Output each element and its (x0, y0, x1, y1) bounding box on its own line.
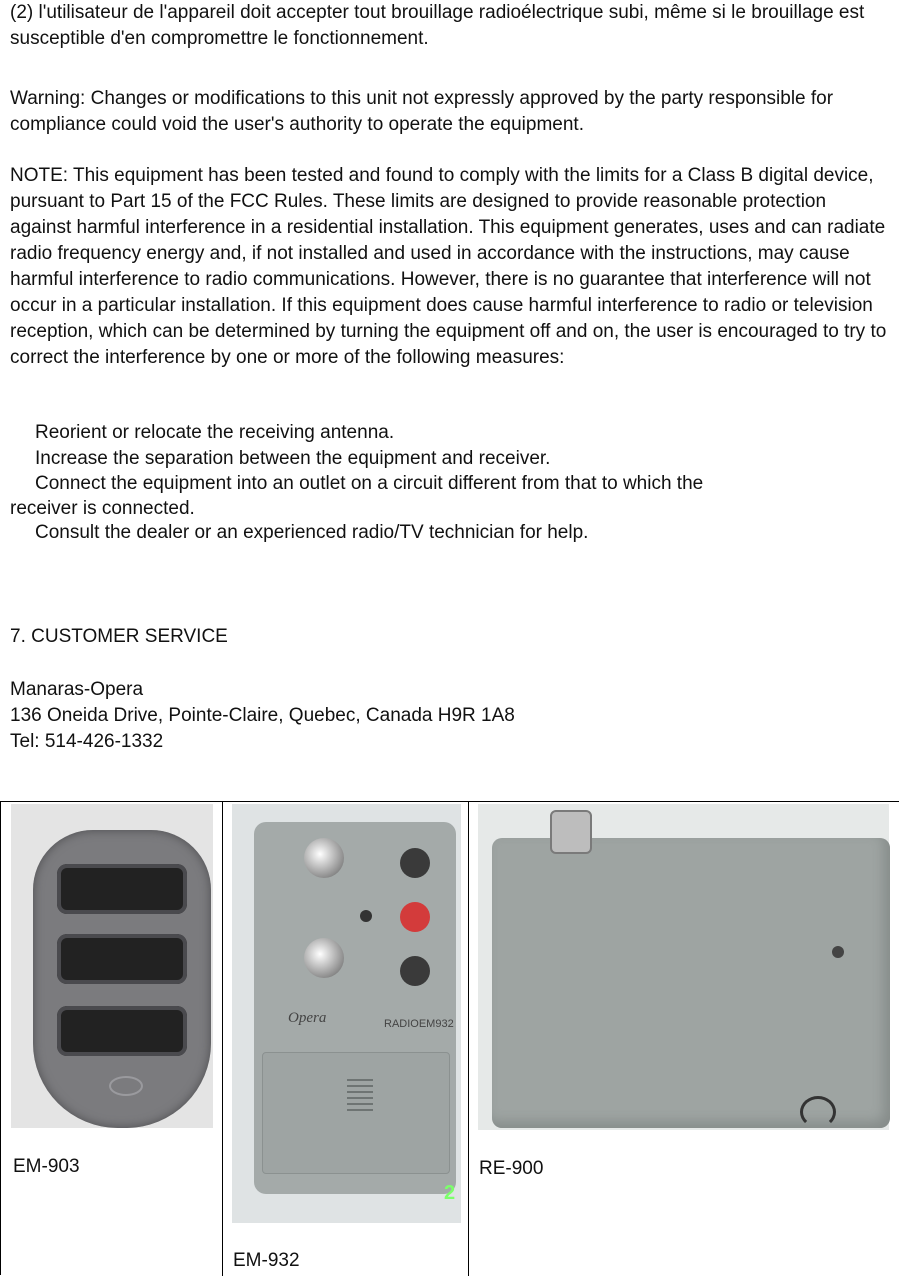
product-cell-em932 (223, 802, 469, 1276)
led-icon (360, 910, 372, 922)
product-cell-re900 (469, 802, 899, 1276)
remote-button-1-icon (57, 864, 187, 914)
vent-icon (347, 1097, 373, 1099)
open-button-icon (400, 848, 430, 878)
company-phone: Tel: 514-426-1332 (10, 731, 164, 752)
battery-cover-icon (262, 1052, 450, 1174)
close-button-icon (400, 956, 430, 986)
transmitter-box-icon (254, 822, 456, 1194)
measure-increase-separation: Increase the separation between the equipment and receiver. (35, 448, 551, 469)
receiver-logo-icon (800, 1096, 836, 1128)
measure-reorient: Reorient or relocate the receiving antenna. (35, 422, 395, 443)
photo-number-label: 2 (444, 1182, 456, 1204)
caption-em903: EM-903 (13, 1156, 80, 1177)
knob-top-icon (304, 838, 344, 878)
remote-button-3-icon (57, 1006, 187, 1056)
section-heading-customer-service: 7. CUSTOMER SERVICE (10, 626, 228, 647)
em903-photo (11, 804, 213, 1128)
em932-logo: Opera (288, 1010, 327, 1026)
caption-em932: EM-932 (233, 1250, 300, 1271)
vent-icon (347, 1109, 373, 1111)
em932-photo (232, 804, 461, 1223)
antenna-connector-icon (550, 810, 592, 854)
paragraph-french-notice: (2) l'utilisateur de l'appareil doit accepter tout brouillage radioélectrique subi, même si le brouillage est susceptible d'en compromettre le fonctionnement. (10, 2, 865, 49)
caption-re900: RE-900 (479, 1158, 544, 1179)
vent-icon (347, 1103, 373, 1105)
company-address: 136 Oneida Drive, Pointe-Claire, Quebec, Canada H9R 1A8 (10, 705, 515, 726)
receiver-box-icon (492, 838, 890, 1128)
remote-button-2-icon (57, 934, 187, 984)
vent-icon (347, 1079, 373, 1081)
vent-icon (347, 1085, 373, 1087)
product-cell-em903 (1, 802, 223, 1276)
company-name: Manaras-Opera (10, 679, 144, 700)
re900-photo (478, 804, 889, 1130)
paragraph-warning: Warning: Changes or modifications to this unit not expressly approved by the party responsible for compliance could void the user's authority to operate the equipment. (10, 88, 834, 135)
measure-connect-outlet: Connect the equipment into an outlet on a circuit different from that to which the (35, 473, 704, 494)
stop-button-icon (400, 902, 430, 932)
em932-model-label: RADIOEM932 (384, 1018, 454, 1030)
paragraph-fcc-note: NOTE: This equipment has been tested and found to comply with the limits for a Class B digital device, pursuant to Part 15 of the FCC Rules. These limits are designed to provide reasonable protection against harmful interference in a residential installation. This equipment generates, uses and can radiate radio frequency energy and, if not installed and used in accordance with the instructions, may cause harmful interference to radio communications. However, there is no guarantee that interference will not occur in a particular installation. If this equipment does cause harmful interference to radio or television reception, which can be determined by turning the equipment off and on, the user is encouraged to try to correct the interference by one or more of the following measures: (10, 165, 887, 368)
knob-bottom-icon (304, 938, 344, 978)
remote-logo-icon (109, 1076, 143, 1096)
receiver-led-icon (832, 946, 844, 958)
measure-consult-dealer: Consult the dealer or an experienced radio/TV technician for help. (35, 522, 589, 543)
measure-connect-outlet-cont: receiver is connected. (10, 498, 195, 519)
product-table (0, 801, 899, 1275)
vent-icon (347, 1091, 373, 1093)
remote-icon (33, 830, 211, 1128)
